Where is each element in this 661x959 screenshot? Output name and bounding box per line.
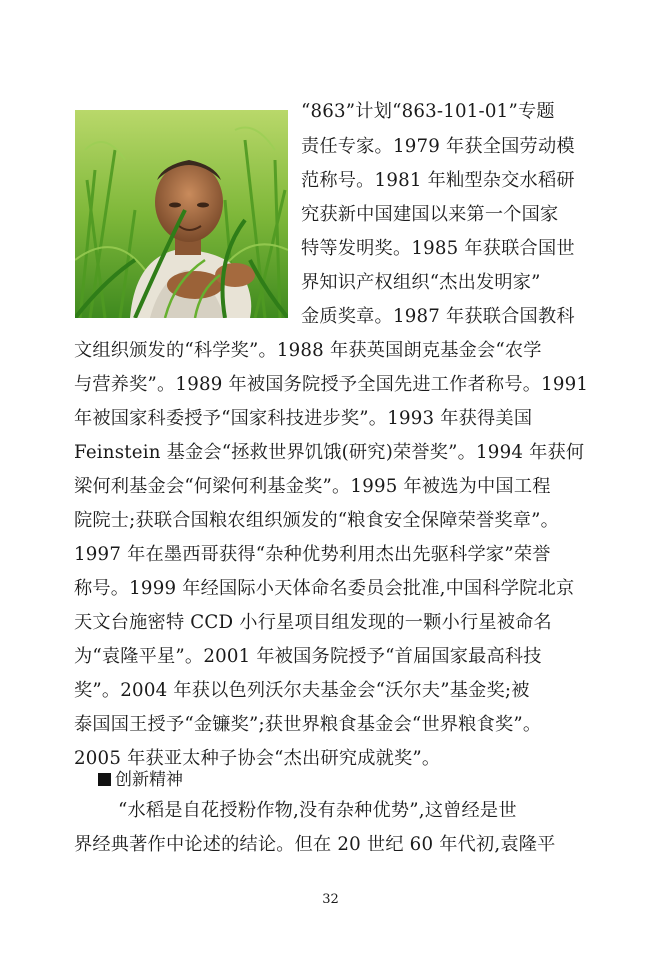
biography-line: 界知识产权组织“杰出发明家” (301, 272, 541, 293)
body-line: “水稻是自花授粉作物,没有杂种优势”,这曾经是世 (118, 800, 517, 821)
biography-line: 年被国家科委授予“国家科技进步奖”。1993 年获得美国 (74, 408, 533, 429)
rice-field-portrait-image (75, 110, 288, 318)
biography-line: 文组织颁发的“科学奖”。1988 年获英国朗克基金会“农学 (74, 340, 542, 361)
biography-line: 梁何利基金会“何梁何利基金奖”。1995 年被选为中国工程 (74, 476, 551, 497)
biography-line: 特等发明奖。1985 年获联合国世 (301, 238, 575, 259)
biography-line: 2005 年获亚太种子协会“杰出研究成就奖”。 (74, 748, 441, 769)
biography-line: Feinstein 基金会“拯救世界饥饿(研究)荣誉奖”。1994 年获何 (74, 442, 585, 463)
biography-line: 称号。1999 年经国际小天体命名委员会批准,中国科学院北京 (74, 578, 575, 599)
biography-line: 为“袁隆平星”。2001 年被国务院授予“首届国家最高科技 (74, 646, 542, 667)
body-line: 界经典著作中论述的结论。但在 20 世纪 60 年代初,袁隆平 (74, 834, 556, 855)
biography-line: 责任专家。1979 年获全国劳动模 (301, 136, 575, 157)
portrait-photo (75, 110, 288, 318)
section-heading-text: 创新精神 (115, 770, 183, 790)
biography-line: 奖”。2004 年获以色列沃尔夫基金会“沃尔夫”基金奖;被 (74, 680, 530, 701)
biography-line: 1997 年在墨西哥获得“杂种优势利用杰出先驱科学家”荣誉 (74, 544, 551, 565)
biography-line: 究获新中国建国以来第一个国家 (301, 204, 559, 225)
biography-line: “863”计划“863-101-01”专题 (301, 101, 555, 122)
biography-line: 范称号。1981 年籼型杂交水稻研 (301, 170, 575, 191)
square-bullet-icon (98, 773, 111, 786)
biography-line: 泰国国王授予“金镰奖”;获世界粮食基金会“世界粮食奖”。 (74, 714, 542, 735)
page-number: 32 (322, 892, 339, 907)
biography-line: 与营养奖”。1989 年被国务院授予全国先进工作者称号。1991 (74, 374, 589, 395)
section-heading (98, 769, 183, 791)
biography-line: 金质奖章。1987 年获联合国教科 (301, 306, 575, 327)
biography-line: 院院士;获联合国粮农组织颁发的“粮食安全保障荣誉奖章”。 (74, 510, 560, 531)
biography-line: 天文台施密特 CCD 小行星项目组发现的一颗小行星被命名 (74, 612, 552, 633)
